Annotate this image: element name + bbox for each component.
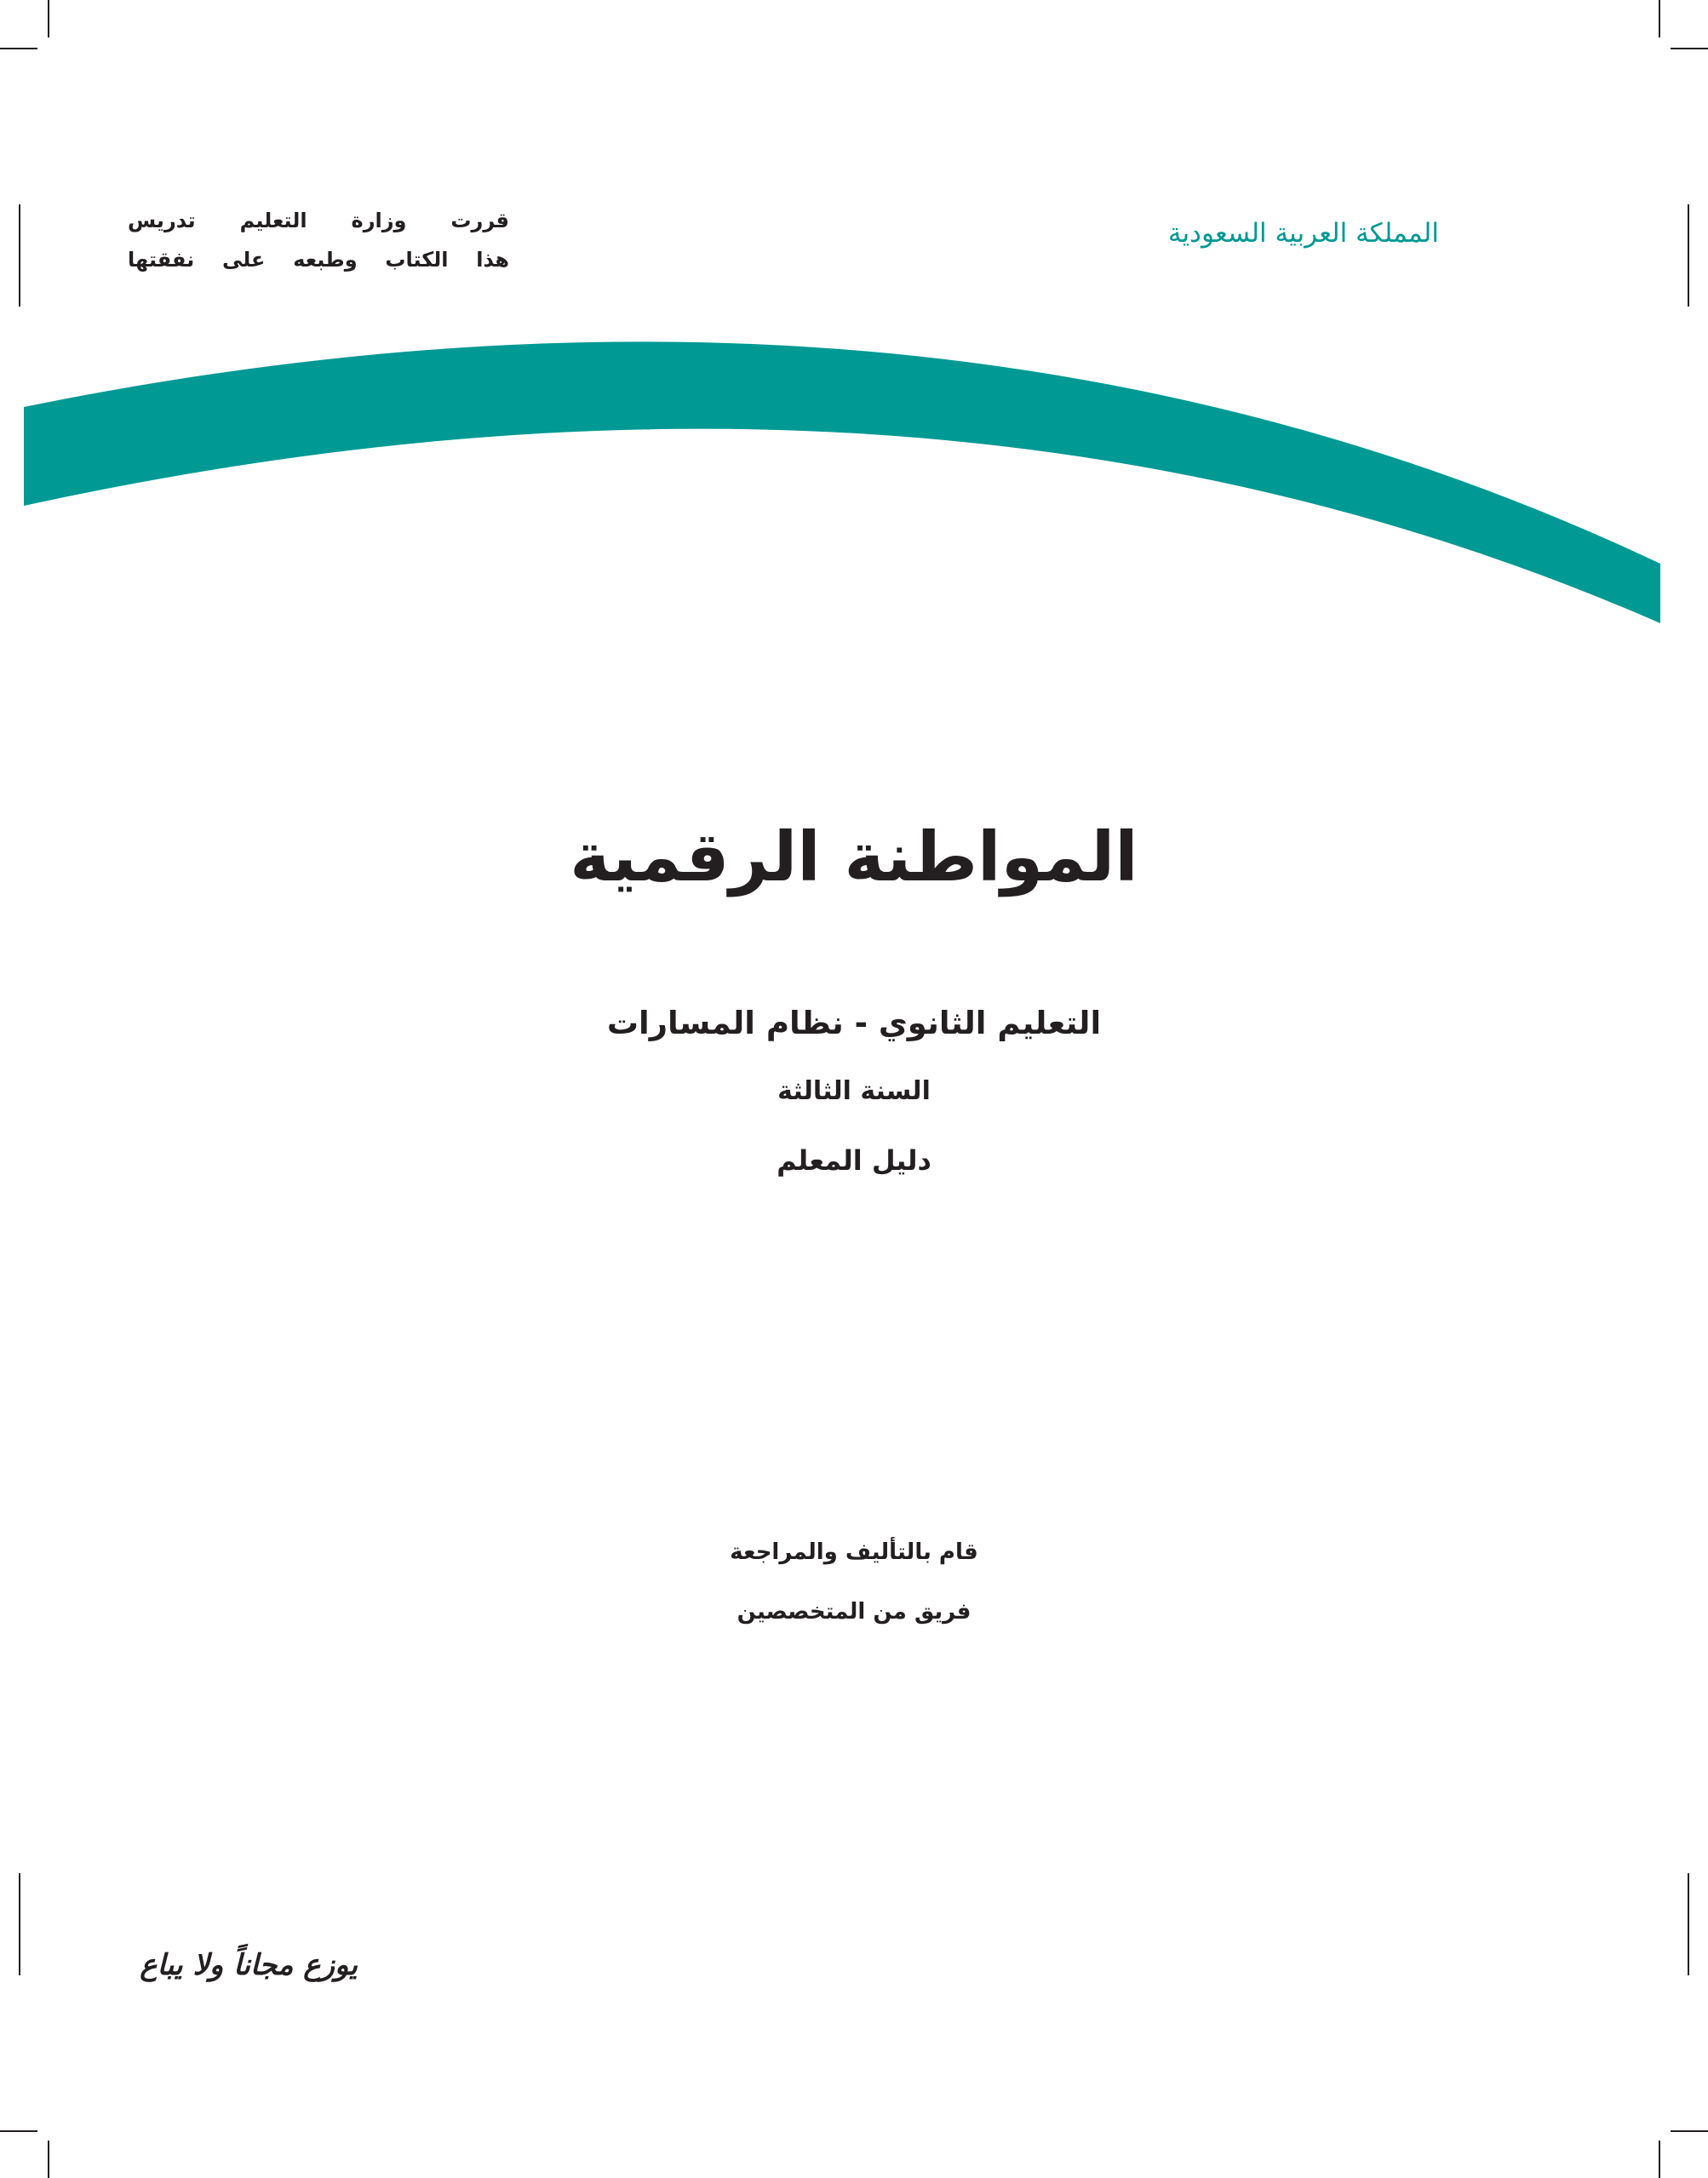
ministry-approval-note (128, 201, 509, 279)
approval-line-1: قررت وزارة التعليم تدريس (128, 209, 509, 232)
free-distribution-note: يوزع مجاناً ولا يباع (140, 1948, 358, 1982)
school-year: السنة الثالثة (777, 1076, 931, 1106)
book-title: المواطنة الرقمية (570, 817, 1138, 897)
approval-line-2: هذا الكتاب وطبعه على نفقتها (128, 248, 509, 272)
credits-label: قام بالتأليف والمراجعة (730, 1539, 978, 1565)
book-subtitle: التعليم الثانوي - نظام المسارات (606, 1005, 1102, 1041)
country-name: المملكة العربية السعودية (1167, 218, 1439, 249)
edition-label: دليل المعلم (777, 1144, 931, 1177)
credits-team: فريق من المتخصصين (737, 1599, 971, 1625)
